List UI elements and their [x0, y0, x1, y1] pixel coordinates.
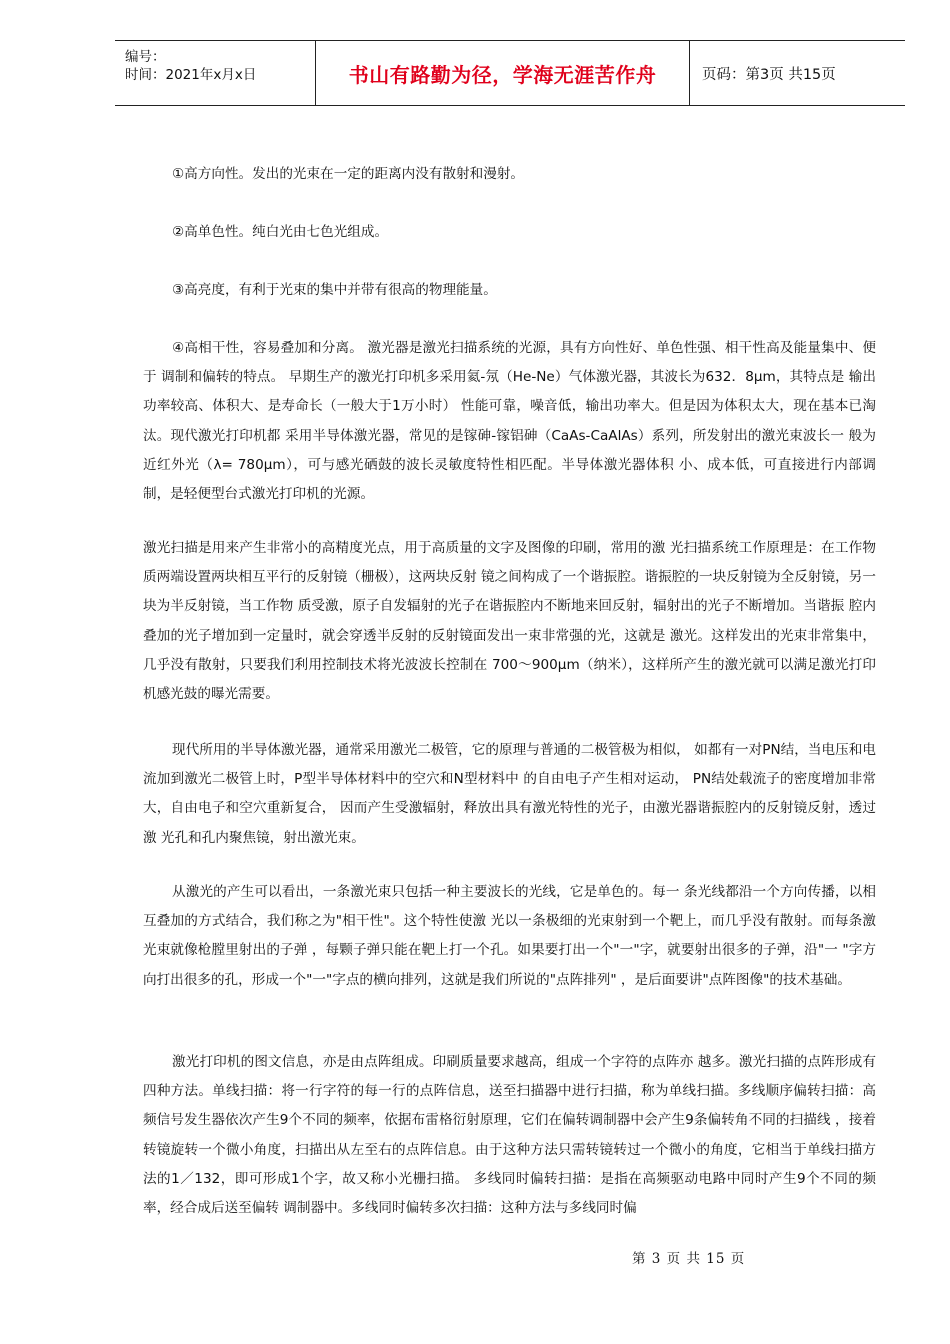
- paragraph-4: ④高相干性，容易叠加和分离。 激光器是激光扫描系统的光源，具有方向性好、单色性强、相干性高及能量集中、便于 调制和偏转的特点。 早期生产的激光打印机多采用氦-氖（He-Ne）气体激光器，其波长为632．8μm，其特点是 输出功率较高、体积大、是寿命长（一般大于1万小时） 性能可靠，噪音低，输出功率大。但是因为体积太大，现在基本已淘汰。现代激光打印机都 采用半导体激光器，常见的是镓砷-镓铝砷（CaAs-CaAlAs）系列，所发射出的激光束波长一 般为近红外光（λ= 780μm），可与感光硒鼓的波长灵敏度特性相匹配。半导体激光器体积 小、成本低，可直接进行内部调制，是轻便型台式激光打印机的光源。: [143, 340, 876, 503]
- document-number-label: 编号：: [125, 49, 166, 65]
- document-time-label: 时间：2021年x月x日: [125, 67, 257, 83]
- paragraph-3: ③高亮度，有利于光束的集中并带有很高的物理能量。: [172, 282, 497, 298]
- page-footer: 第 3 页 共 15 页: [632, 1251, 746, 1267]
- page-header: [115, 40, 905, 106]
- paragraph-6: 现代所用的半导体激光器，通常采用激光二极管，它的原理与普通的二极管极为相似， 如都有一对PN结，当电压和电流加到激光二极管上时，P型半导体材料中的空穴和N型材料中 的自由电子产生相对运动， PN结处载流子的密度增加非常大，自由电子和空穴重新复合， 因而产生受激辐射，释放出具有激光特性的光子，由激光器谐振腔内的反射镜反射，透过激 光孔和孔内聚焦镜，射出激光束。: [143, 742, 876, 846]
- paragraph-2: ②高单色性。纯白光由七色光组成。: [172, 224, 389, 240]
- paragraph-1: ①高方向性。发出的光束在一定的距离内没有散射和漫射。: [172, 166, 525, 182]
- paragraph-8: 激光打印机的图文信息，亦是由点阵组成。印刷质量要求越高，组成一个字符的点阵亦 越多。激光扫描的点阵形成有四种方法。单线扫描：将一行字符的每一行的点阵信息，送至扫描器中进行扫描，称为单线扫描。多线顺序偏转扫描：高频信号发生器依次产生9个不同的频率，依据布雷格衍射原理，它们在偏转调制器中会产生9条偏转角不同的扫描线 ，接着转镜旋转一个微小角度，扫描出从左至右的点阵信息。由于这种方法只需转镜转过一个微小的角度，它相当于单线扫描方法的1／132，即可形成1个字，故又称小光栅扫描。 多线同时偏转扫描：是指在高频驱动电路中同时产生9个不同的频率，经合成后送至偏转 调制器中。多线同时偏转多次扫描：这种方法与多线同时偏: [143, 1054, 876, 1217]
- header-page-info: 页码：第3页 共15页: [702, 66, 836, 83]
- header-motto-cell: [316, 41, 690, 105]
- paragraph-7: 从激光的产生可以看出，一条激光束只包括一种主要波长的光线，它是单色的。每一 条光线都沿一个方向传播，以相互叠加的方式结合，我们称之为"相干性"。这个特性使激 光以一条极细的光束射到一个靶上，而几乎没有散射。而每条激光束就像枪膛里射出的子弹 ，每颗子弹只能在靶上打一个孔。如果要打出一个"一"字，就要射出很多的子弹，沿"一 "字方向打出很多的孔，形成一个"一"字点的横向排列，这就是我们所说的"点阵排列" ，是后面要讲"点阵图像"的技术基础。: [143, 884, 876, 988]
- paragraph-5: 激光扫描是用来产生非常小的高精度光点，用于高质量的文字及图像的印刷，常用的激 光扫描系统工作原理是：在工作物质两端设置两块相互平行的反射镜（栅极），这两块反射 镜之间构成了一个谐振腔。谐振腔的一块反射镜为全反射镜，另一块为半反射镜，当工作物 质受激，原子自发辐射的光子在谐振腔内不断地来回反射，辐射出的光子不断增加。当谐振 腔内叠加的光子增加到一定量时，就会穿透半反射的反射镜面发出一束非常强的光，这就是 激光。这样发出的光束非常集中，几乎没有散射，只要我们利用控制技术将光波波长控制在 700～900μm（纳米），这样所产生的激光就可以满足激光打印机感光鼓的曝光需要。: [143, 540, 876, 703]
- header-meta-cell: [115, 41, 316, 105]
- header-motto: 书山有路勤为径，学海无涯苦作舟: [348, 62, 657, 87]
